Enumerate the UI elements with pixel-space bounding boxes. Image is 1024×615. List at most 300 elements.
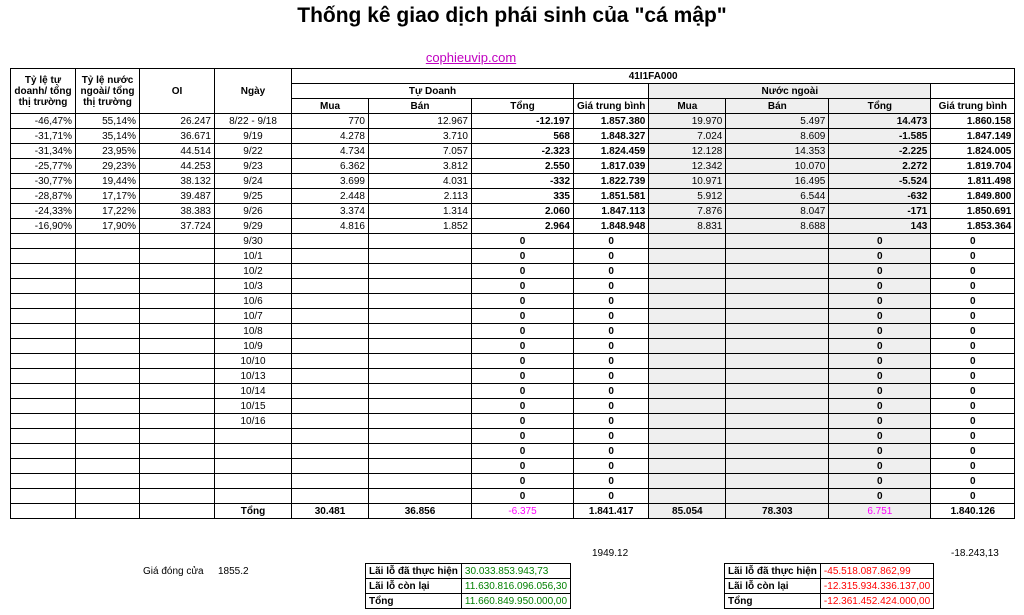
cell-nn-ban (726, 474, 829, 489)
table-row (11, 189, 1015, 204)
closing-price-label: Giá đóng cửa (143, 566, 204, 577)
cell-td-tong: 0 (472, 324, 574, 339)
cell-nn-gia: 1.811.498 (931, 174, 1015, 189)
table-row (11, 354, 1015, 369)
cell-nn-mua: 8.831 (649, 219, 726, 234)
cell-nn-tong: 2.272 (829, 159, 931, 174)
cell-nn-mua: 12.342 (649, 159, 726, 174)
cell-td-ban (369, 399, 472, 414)
cell-date: 10/13 (215, 369, 292, 384)
cell-td-mua (292, 234, 369, 249)
col-header-nn-tong: Tổng (829, 99, 931, 114)
pl-label: Lãi lỗ còn lại (366, 579, 462, 594)
table-row (11, 174, 1015, 189)
cell-date: 10/10 (215, 354, 292, 369)
cell-td-ratio (11, 399, 76, 414)
col-header-td-ban: Bán (369, 99, 472, 114)
cell-td-mua (292, 264, 369, 279)
cell-nn-ban: 8.047 (726, 204, 829, 219)
cell-nn-mua (649, 264, 726, 279)
cell-td-gia: 0 (574, 279, 649, 294)
cell-td-gia: 1.848.327 (574, 129, 649, 144)
cell-oi (140, 249, 215, 264)
table-row (11, 279, 1015, 294)
cell-oi (140, 429, 215, 444)
cell-td-ratio (11, 324, 76, 339)
cell-td-gia: 0 (574, 429, 649, 444)
cell-nn-mua (649, 489, 726, 504)
cell-nn-tong: 0 (829, 459, 931, 474)
cell-td-ban: 7.057 (369, 144, 472, 159)
cell-td-mua (292, 489, 369, 504)
cell-nn-ratio (76, 474, 140, 489)
cell-nn-gia: 0 (931, 369, 1015, 384)
group-header-nuoc-ngoai: Nước ngoài (649, 84, 931, 99)
cell-date: 10/7 (215, 309, 292, 324)
cell-nn-ratio: 17,17% (76, 189, 140, 204)
cell-td-ban (369, 354, 472, 369)
cell-nn-gia: 0 (931, 339, 1015, 354)
cell-nn-gia: 0 (931, 489, 1015, 504)
pl-row (725, 579, 934, 594)
cell-td-gia: 1.847.113 (574, 204, 649, 219)
cell-nn-tong: 0 (829, 324, 931, 339)
cell-nn-mua (649, 384, 726, 399)
cell-td-tong: -332 (472, 174, 574, 189)
cell-nn-mua: 7.024 (649, 129, 726, 144)
cell-date: 10/14 (215, 384, 292, 399)
cell-td-tong: 0 (472, 459, 574, 474)
cell-td-ban: 4.031 (369, 174, 472, 189)
cell-td-tong: 0 (472, 279, 574, 294)
cell-nn-ban: 14.353 (726, 144, 829, 159)
cell-oi: 38.132 (140, 174, 215, 189)
cell-td-mua (292, 324, 369, 339)
total-td-tong: -6.375 (472, 504, 574, 519)
cell-nn-ratio (76, 414, 140, 429)
cell-nn-ratio (76, 384, 140, 399)
cell-date: 9/26 (215, 204, 292, 219)
total-nn-ban: 78.303 (726, 504, 829, 519)
table-row (11, 204, 1015, 219)
cell-td-mua (292, 399, 369, 414)
cell-nn-mua (649, 249, 726, 264)
cell-nn-gia: 0 (931, 414, 1015, 429)
cell-nn-tong: 14.473 (829, 114, 931, 129)
cell-nn-mua (649, 339, 726, 354)
cell-td-mua: 770 (292, 114, 369, 129)
cell-td-ban (369, 309, 472, 324)
cell-oi (140, 489, 215, 504)
cell-nn-gia: 1.847.149 (931, 129, 1015, 144)
cell-oi (140, 384, 215, 399)
cell-td-ban (369, 234, 472, 249)
cell-td-ratio (11, 384, 76, 399)
cell-nn-mua (649, 369, 726, 384)
cell-nn-ratio: 29,23% (76, 159, 140, 174)
table-row (11, 219, 1015, 234)
cell-nn-ban: 8.609 (726, 129, 829, 144)
cell-oi (140, 369, 215, 384)
cell-date: 9/22 (215, 144, 292, 159)
cell-td-ratio (11, 339, 76, 354)
cell-td-tong: 0 (472, 234, 574, 249)
cell-td-ratio: -25,77% (11, 159, 76, 174)
cell-td-gia: 0 (574, 249, 649, 264)
cell-td-ratio (11, 414, 76, 429)
cell-td-gia: 1.822.739 (574, 174, 649, 189)
cell-td-gia: 0 (574, 399, 649, 414)
cell-nn-mua: 7.876 (649, 204, 726, 219)
site-link[interactable]: cophieuvip.com (425, 50, 517, 65)
cell-nn-ban (726, 354, 829, 369)
cell-td-ratio (11, 249, 76, 264)
cell-td-tong: 2.550 (472, 159, 574, 174)
total-td-gia: 1.841.417 (574, 504, 649, 519)
total-td-ban: 36.856 (369, 504, 472, 519)
pl-value: 11.660.849.950.000,00 (461, 594, 570, 609)
cell-oi (140, 474, 215, 489)
cell-oi (140, 234, 215, 249)
cell-td-ban: 1.314 (369, 204, 472, 219)
page-title: Thống kê giao dịch phái sinh của "cá mập" (297, 4, 727, 27)
cell-td-tong: 2.964 (472, 219, 574, 234)
cell-td-tong: 0 (472, 399, 574, 414)
col-header-oi: OI (140, 69, 215, 114)
cell-nn-gia: 0 (931, 249, 1015, 264)
cell-td-mua (292, 249, 369, 264)
cell-oi: 44.253 (140, 159, 215, 174)
cell-nn-ban (726, 444, 829, 459)
cell-td-ratio (11, 474, 76, 489)
cell-td-mua (292, 459, 369, 474)
pl-row (366, 564, 571, 579)
cell-td-ban (369, 264, 472, 279)
cell-nn-tong: 0 (829, 414, 931, 429)
cell-nn-tong: 0 (829, 264, 931, 279)
col-header-td-gia: Giá trung bình (574, 99, 649, 114)
cell-td-ratio (11, 429, 76, 444)
cell-td-ban (369, 279, 472, 294)
cell-date: 9/30 (215, 234, 292, 249)
cell-date: 10/1 (215, 249, 292, 264)
cell-nn-ban (726, 339, 829, 354)
cell-td-gia: 0 (574, 354, 649, 369)
cell-nn-ban (726, 489, 829, 504)
table-row (11, 369, 1015, 384)
cell-oi: 26.247 (140, 114, 215, 129)
table-row (11, 114, 1015, 129)
table-row (11, 489, 1015, 504)
cell-date: 9/23 (215, 159, 292, 174)
cell-td-ratio: -16,90% (11, 219, 76, 234)
cell-date: 10/3 (215, 279, 292, 294)
cell-nn-gia: 1.824.005 (931, 144, 1015, 159)
cell-td-gia: 0 (574, 384, 649, 399)
cell-td-ban (369, 414, 472, 429)
table-row (11, 129, 1015, 144)
cell-nn-mua (649, 474, 726, 489)
cell-td-ratio: -46,47% (11, 114, 76, 129)
cell-nn-mua (649, 279, 726, 294)
cell-date: 10/9 (215, 339, 292, 354)
cell-nn-tong: 0 (829, 249, 931, 264)
cell-td-gia: 1.817.039 (574, 159, 649, 174)
cell-nn-tong: 0 (829, 339, 931, 354)
cell-td-mua: 4.278 (292, 129, 369, 144)
cell-nn-mua: 12.128 (649, 144, 726, 159)
cell-td-mua: 2.448 (292, 189, 369, 204)
cell-nn-tong: 0 (829, 354, 931, 369)
cell-nn-ratio: 23,95% (76, 144, 140, 159)
cell-td-ratio (11, 309, 76, 324)
col-header-nn-gia: Giá trung bình (931, 99, 1015, 114)
cell-td-mua (292, 354, 369, 369)
table-row (11, 324, 1015, 339)
cell-td-mua (292, 474, 369, 489)
col-header-td-tong: Tổng (472, 99, 574, 114)
cell-nn-ban (726, 234, 829, 249)
cell-nn-mua: 5.912 (649, 189, 726, 204)
cell-nn-ratio (76, 459, 140, 474)
cell-date (215, 459, 292, 474)
cell-td-gia: 1.824.459 (574, 144, 649, 159)
cell-nn-tong: 143 (829, 219, 931, 234)
cell-nn-ban (726, 384, 829, 399)
cell-oi (140, 414, 215, 429)
cell-td-ban (369, 489, 472, 504)
total-nn-tong: 6.751 (829, 504, 931, 519)
cell-td-tong: 0 (472, 309, 574, 324)
cell-nn-gia: 0 (931, 444, 1015, 459)
cell-td-ban (369, 444, 472, 459)
cell-td-gia: 1.857.380 (574, 114, 649, 129)
cell-oi (140, 324, 215, 339)
cell-date: 8/22 - 9/18 (215, 114, 292, 129)
cell-nn-mua (649, 399, 726, 414)
cell-nn-ratio (76, 234, 140, 249)
cell-nn-gia: 0 (931, 264, 1015, 279)
table-row (11, 234, 1015, 249)
cell-nn-gia: 0 (931, 384, 1015, 399)
cell-nn-gia: 1.849.800 (931, 189, 1015, 204)
cell-date: 9/24 (215, 174, 292, 189)
total-nn-mua: 85.054 (649, 504, 726, 519)
cell-nn-ratio (76, 264, 140, 279)
pl-value: -45.518.087.862,99 (820, 564, 933, 579)
cell-td-tong: 0 (472, 369, 574, 384)
table-row (11, 384, 1015, 399)
cell-date (215, 429, 292, 444)
cell-nn-ban: 5.497 (726, 114, 829, 129)
cell-nn-gia: 0 (931, 354, 1015, 369)
cell-nn-mua (649, 294, 726, 309)
cell-nn-gia: 1.819.704 (931, 159, 1015, 174)
cell-nn-tong: -1.585 (829, 129, 931, 144)
table-row (11, 459, 1015, 474)
cell-td-ratio: -28,87% (11, 189, 76, 204)
cell-date: 10/2 (215, 264, 292, 279)
cell-nn-tong: 0 (829, 309, 931, 324)
cell-td-ratio: -31,71% (11, 129, 76, 144)
cell-nn-mua (649, 309, 726, 324)
cell-nn-ban (726, 249, 829, 264)
table-row (11, 399, 1015, 414)
cell-td-tong: 0 (472, 354, 574, 369)
cell-nn-ban: 8.688 (726, 219, 829, 234)
cell-td-tong: 0 (472, 489, 574, 504)
cell-oi: 36.671 (140, 129, 215, 144)
table-row (11, 159, 1015, 174)
cell-nn-ratio (76, 399, 140, 414)
table-row (11, 474, 1015, 489)
pl-row (366, 579, 571, 594)
cell-td-gia: 0 (574, 309, 649, 324)
cell-td-ratio (11, 459, 76, 474)
cell-nn-tong: 0 (829, 489, 931, 504)
cell-date: 9/25 (215, 189, 292, 204)
cell-nn-ban (726, 459, 829, 474)
cell-td-ban: 3.710 (369, 129, 472, 144)
cell-nn-gia: 0 (931, 399, 1015, 414)
cell-td-ban (369, 384, 472, 399)
cell-td-ratio (11, 354, 76, 369)
cell-td-tong: 0 (472, 294, 574, 309)
cell-nn-ratio (76, 249, 140, 264)
cell-td-ban (369, 369, 472, 384)
cell-nn-mua (649, 444, 726, 459)
cell-nn-ban: 10.070 (726, 159, 829, 174)
nn-value-note: -18.243,13 (951, 548, 999, 559)
cell-nn-mua (649, 234, 726, 249)
cell-nn-tong: 0 (829, 294, 931, 309)
cell-nn-mua (649, 354, 726, 369)
cell-td-ban: 3.812 (369, 159, 472, 174)
cell-td-ban (369, 474, 472, 489)
cell-td-tong: 0 (472, 384, 574, 399)
cell-td-gia: 0 (574, 294, 649, 309)
cell-nn-tong: 0 (829, 369, 931, 384)
pl-row (366, 594, 571, 609)
table-row (11, 444, 1015, 459)
cell-nn-ratio (76, 489, 140, 504)
cell-nn-gia: 1.860.158 (931, 114, 1015, 129)
cell-nn-tong: 0 (829, 429, 931, 444)
cell-td-ban (369, 249, 472, 264)
cell-nn-ban: 16.495 (726, 174, 829, 189)
cell-nn-gia: 0 (931, 279, 1015, 294)
cell-oi (140, 354, 215, 369)
cell-nn-ratio (76, 324, 140, 339)
col-header-nn-ban: Bán (726, 99, 829, 114)
cell-nn-mua (649, 459, 726, 474)
cell-oi (140, 339, 215, 354)
cell-date: 10/8 (215, 324, 292, 339)
pl-row (725, 594, 934, 609)
cell-nn-gia: 1.850.691 (931, 204, 1015, 219)
pl-label: Lãi lỗ đã thực hiện (366, 564, 462, 579)
cell-date: 10/15 (215, 399, 292, 414)
cell-td-ratio: -31,34% (11, 144, 76, 159)
cell-td-ban (369, 459, 472, 474)
group-header-tu-doanh: Tự Doanh (292, 84, 574, 99)
cell-td-mua (292, 339, 369, 354)
cell-oi: 39.487 (140, 189, 215, 204)
cell-nn-tong: -2.225 (829, 144, 931, 159)
cell-nn-ban (726, 294, 829, 309)
cell-nn-tong: -632 (829, 189, 931, 204)
cell-nn-mua (649, 414, 726, 429)
col-header-nn-ratio: Tỷ lệ nước ngoài/ tổng thị trường (76, 69, 140, 114)
cell-date: 10/16 (215, 414, 292, 429)
cell-td-mua: 4.816 (292, 219, 369, 234)
cell-nn-ratio: 55,14% (76, 114, 140, 129)
cell-nn-gia: 0 (931, 324, 1015, 339)
table-row (11, 144, 1015, 159)
pl-label: Tổng (725, 594, 821, 609)
cell-nn-tong: -171 (829, 204, 931, 219)
cell-nn-mua (649, 429, 726, 444)
cell-nn-ratio (76, 429, 140, 444)
cell-nn-ratio (76, 369, 140, 384)
cell-td-gia: 1.848.948 (574, 219, 649, 234)
cell-td-ban: 2.113 (369, 189, 472, 204)
cell-td-mua: 4.734 (292, 144, 369, 159)
cell-td-gia: 0 (574, 324, 649, 339)
cell-nn-tong: 0 (829, 384, 931, 399)
cell-nn-gia: 0 (931, 294, 1015, 309)
cell-nn-ban (726, 399, 829, 414)
cell-td-ratio (11, 444, 76, 459)
cell-nn-ban (726, 309, 829, 324)
cell-td-mua (292, 429, 369, 444)
cell-nn-gia: 0 (931, 429, 1015, 444)
cell-td-tong: 0 (472, 474, 574, 489)
table-row (11, 264, 1015, 279)
col-header-td-mua: Mua (292, 99, 369, 114)
pl-label: Lãi lỗ đã thực hiện (725, 564, 821, 579)
cell-td-tong: 0 (472, 429, 574, 444)
cell-nn-ban (726, 414, 829, 429)
cell-oi (140, 264, 215, 279)
cell-nn-ban: 6.544 (726, 189, 829, 204)
cell-date: 10/6 (215, 294, 292, 309)
cell-date (215, 444, 292, 459)
cell-nn-ban (726, 264, 829, 279)
cell-td-mua (292, 294, 369, 309)
table-row (11, 339, 1015, 354)
cell-date: 9/29 (215, 219, 292, 234)
cell-nn-ratio (76, 444, 140, 459)
cell-oi (140, 459, 215, 474)
contract-code: 41I1FA000 (292, 69, 1015, 84)
cell-td-gia: 0 (574, 474, 649, 489)
derivatives-table (10, 68, 1015, 519)
table-row (11, 249, 1015, 264)
col-header-date: Ngày (215, 69, 292, 114)
cell-nn-gia: 0 (931, 234, 1015, 249)
cell-nn-ratio: 19,44% (76, 174, 140, 189)
cell-td-tong: 2.060 (472, 204, 574, 219)
cell-nn-ratio (76, 279, 140, 294)
cell-nn-tong: -5.524 (829, 174, 931, 189)
cell-td-tong: 335 (472, 189, 574, 204)
cell-nn-ban (726, 324, 829, 339)
cell-td-ban (369, 339, 472, 354)
total-label: Tổng (215, 504, 292, 519)
cell-td-ban (369, 429, 472, 444)
cell-td-gia: 1.851.581 (574, 189, 649, 204)
